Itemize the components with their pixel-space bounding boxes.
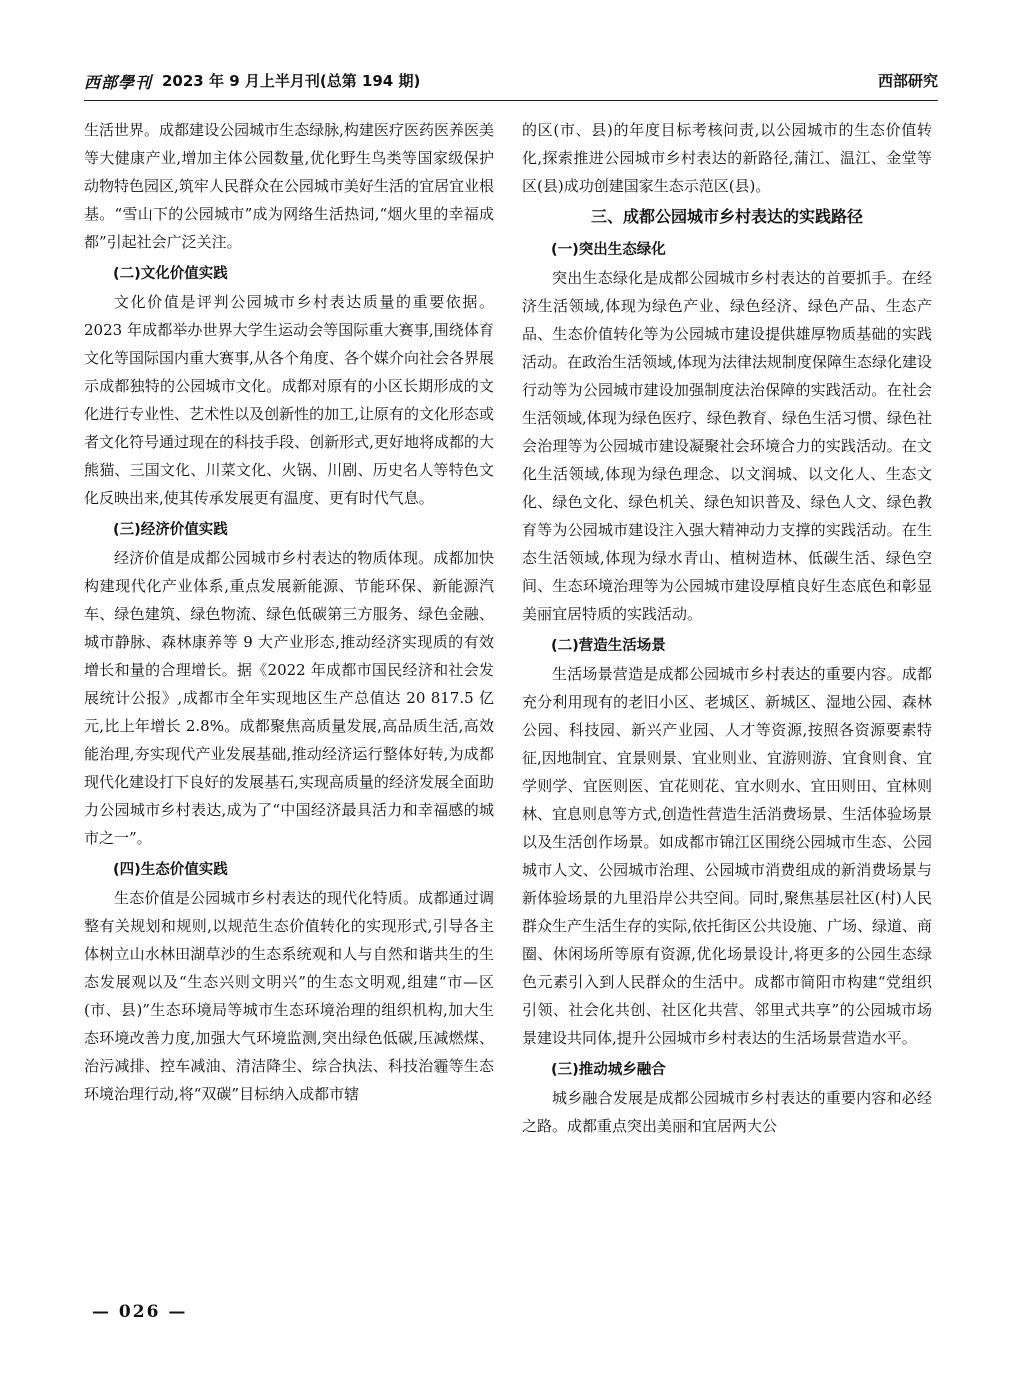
left-column [84,116,494,1108]
subheading-greening: (一)突出生态绿化 [551,242,666,258]
paragraph: 的区(市、县)的年度目标考核问责,以公园城市的生态价值转化,探索推进公园城市乡村表达的新路径,蒲江、温江、金堂等区(县)成功创建国家生态示范区(县)。 [522,121,932,195]
section-name: 西部研究 [877,72,938,90]
header-rule [84,100,938,101]
subheading-life-scenes: (二)营造生活场景 [551,638,666,654]
page-number: — 026 — [92,1302,188,1322]
paragraph: 生活场景营造是成都公园城市乡村表达的重要内容。成都充分利用现有的老旧小区、老城区、新城区、湿地公园、森林公园、科技园、新兴产业园、人才等资源,按照各资源要素特征,因地制宜、宜景则景、宜业则业、宜游则游、宜食则食、宜学则学、宜医则医、宜花则花、宜水则水、宜田则田、宜林则林、宜息则息等方式,创造性营造生活消费场景、生活体验场景以及生活创作场景。如成都市锦江区围绕公园城市生态、公园城市人文、公园城市治理、公园城市消费组成的新消费场景与新体验场景的九里沿岸公共空间。同时,聚焦基层社区(村)人民群众生产生活生存的实际,依托街区公共设施、广场、绿道、商圈、休闲场所等原有资源,优化场景设计,将更多的公园生态绿色元素引入到人民群众的生活中。成都市简阳市构建“党组织引领、社会化共创、社区化共营、邻里式共享”的公园城市场景建设共同体,提升公园城市乡村表达的生活场景营造水平。 [522,665,932,1047]
subheading-urban-rural: (三)推动城乡融合 [551,1062,666,1078]
paragraph: 经济价值是成都公园城市乡村表达的物质体现。成都加快构建现代化产业体系,重点发展新能源、节能环保、新能源汽车、绿色建筑、绿色物流、绿色低碳第三方服务、绿色金融、城市静脉、森林康养等 9 大产业形态,推动经济实现质的有效增长和量的合理增长。据《2022 年成都市国民经济和社会发展统计公报》,成都市全年实现地区生产总值达 20 817.5 亿元,比上年增长 2.8%。成都聚焦高质量发展,高品质生活,高效能治理,夯实现代产业发展基础,推动经济运行整体好转,为成都现代化建设打下良好的发展基石,实现高质量的经济发展全面助力公园城市乡村表达,成为了“中国经济最具活力和幸福感的城市之一”。 [84,549,494,847]
journal-logo: 西部學刊 [84,73,153,92]
section-heading: 三、成都公园城市乡村表达的实践路径 [590,207,863,226]
running-header [84,62,938,100]
paragraph: 文化价值是评判公园城市乡村表达质量的重要依据。2023 年成都举办世界大学生运动会等国际重大赛事,围绕体育文化等国际国内重大赛事,从各个角度、各个媒介向社会各界展示成都独特的公园城市文化。成都对原有的小区长期形成的文化进行专业性、艺术性以及创新性的加工,让原有的文化形态或者文化符号通过现在的科技手段、创新形式,更好地将成都的大熊猫、三国文化、川菜文化、火锅、川剧、历史名人等特色文化反映出来,使其传承发展更有温度、更有时代气息。 [84,293,494,507]
subheading-economy: (三)经济价值实践 [113,522,228,538]
right-column [522,116,932,1140]
paragraph: 城乡融合发展是成都公园城市乡村表达的重要内容和必经之路。成都重点突出美丽和宜居两大公 [522,1089,932,1135]
paragraph: 突出生态绿化是成都公园城市乡村表达的首要抓手。在经济生活领域,体现为绿色产业、绿色经济、绿色产品、生态产品、生态价值转化等为公园城市建设提供雄厚物质基础的实践活动。在政治生活领域,体现为法律法规制度保障生态绿化建设行动等为公园城市建设加强制度法治保障的实践活动。在社会生活领域,体现为绿色医疗、绿色教育、绿色生活习惯、绿色社会治理等为公园城市建设凝聚社会环境合力的实践活动。在文化生活领域,体现为绿色理念、以文润城、以文化人、生态文化、绿色文化、绿色机关、绿色知识普及、绿色人文、绿色教育等为公园城市建设注入强大精神动力支撑的实践活动。在生态生活领域,体现为绿水青山、植树造林、低碳生活、绿色空间、生态环境治理等为公园城市建设厚植良好生态底色和彰显美丽宜居特质的实践活动。 [522,269,932,623]
paragraph: 生活世界。成都建设公园城市生态绿脉,构建医疗医药医养医美等大健康产业,增加主体公园数量,优化野生鸟类等国家级保护动物特色园区,筑牢人民群众在公园城市美好生活的宜居宜业根基。“雪山下的公园城市”成为网络生活热词,“烟火里的幸福成都”引起社会广泛关注。 [84,121,494,251]
issue-info: 2023 年 9 月上半月刊(总第 194 期) [162,72,421,90]
paragraph: 生态价值是公园城市乡村表达的现代化特质。成都通过调整有关规划和规则,以规范生态价值转化的实现形式,引导各主体树立山水林田湖草沙的生态系统观和人与自然和谐共生的生态发展观以及“生态兴则文明兴”的生态文明观,组建“市—区(市、县)”生态环境局等城市生态环境治理的组织机构,加大生态环境改善力度,加强大气环境监测,突出绿色低碳,压减燃煤、治污减排、控车减油、清洁降尘、综合执法、科技治霾等生态环境治理行动,将“双碳”目标纳入成都市辖 [84,889,494,1103]
subheading-culture: (二)文化价值实践 [113,266,228,282]
subheading-ecology: (四)生态价值实践 [113,862,228,878]
